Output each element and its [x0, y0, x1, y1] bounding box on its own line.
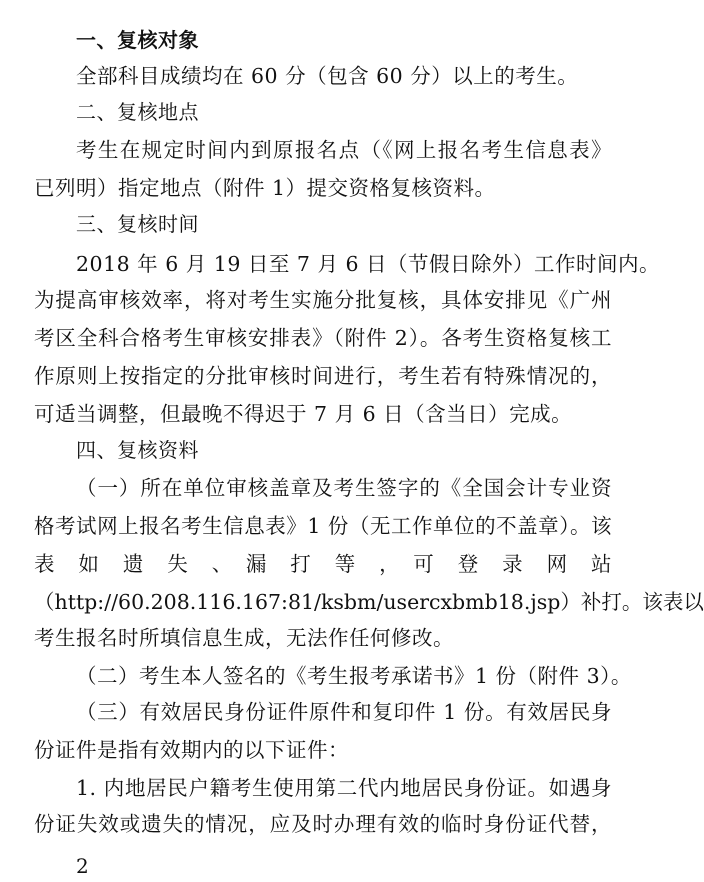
section-heading-review-materials: 四、复核资料 [76, 438, 199, 462]
paragraph-line: 考生在规定时间内到原报名点（《网上报名考生信息表》 [76, 138, 612, 162]
paragraph-line: （三）有效居民身份证件原件和复印件 1 份。有效居民身 [76, 700, 612, 724]
paragraph-line: 作原则上按指定的分批审核时间进行，考生若有特殊情况的， [34, 364, 612, 388]
section-heading-review-target: 一、复核对象 [76, 28, 199, 52]
section-heading-review-location: 二、复核地点 [76, 100, 199, 124]
paragraph-line: （一）所在单位审核盖章及考生签字的《全国会计专业资 [76, 476, 612, 500]
paragraph-line: 格考试网上报名考生信息表》1 份（无工作单位的不盖章）。该 [34, 514, 612, 538]
partial-next-line: 2 [76, 854, 89, 878]
paragraph-line: 考区全科合格考生审核安排表》（附件 2）。各考生资格复核工 [34, 326, 612, 350]
paragraph-line: 2018 年 6 月 19 日至 7 月 6 日（节假日除外）工作时间内。 [76, 252, 661, 276]
paragraph-line: 可适当调整，但最晚不得迟于 7 月 6 日（含当日）完成。 [34, 402, 573, 426]
paragraph-line-url: （http://60.208.116.167:81/ksbm/usercxbmb18.jsp）补打。该表以 [34, 590, 704, 614]
paragraph-line: 考生报名时所填信息生成，无法作任何修改。 [34, 626, 454, 650]
paragraph-line: 全部科目成绩均在 60 分（包含 60 分）以上的考生。 [76, 64, 579, 88]
paragraph-line: 1. 内地居民户籍考生使用第二代内地居民身份证。如遇身 [76, 776, 612, 800]
paragraph-line: 为提高审核效率，将对考生实施分批复核，具体安排见《广州 [34, 288, 612, 312]
paragraph-line: 已列明）指定地点（附件 1）提交资格复核资料。 [34, 176, 496, 200]
section-heading-review-time: 三、复核时间 [76, 212, 199, 236]
paragraph-line: （二）考生本人签名的《考生报考承诺书》1 份（附件 3）。 [76, 664, 632, 688]
paragraph-line: 份证件是指有效期内的以下证件： [34, 738, 349, 762]
paragraph-line: 表 如 遗 失 、 漏 打 等 ， 可 登 录 网 站 [34, 552, 612, 576]
paragraph-line: 份证失效或遗失的情况，应及时办理有效的临时身份证代替， [34, 812, 612, 836]
